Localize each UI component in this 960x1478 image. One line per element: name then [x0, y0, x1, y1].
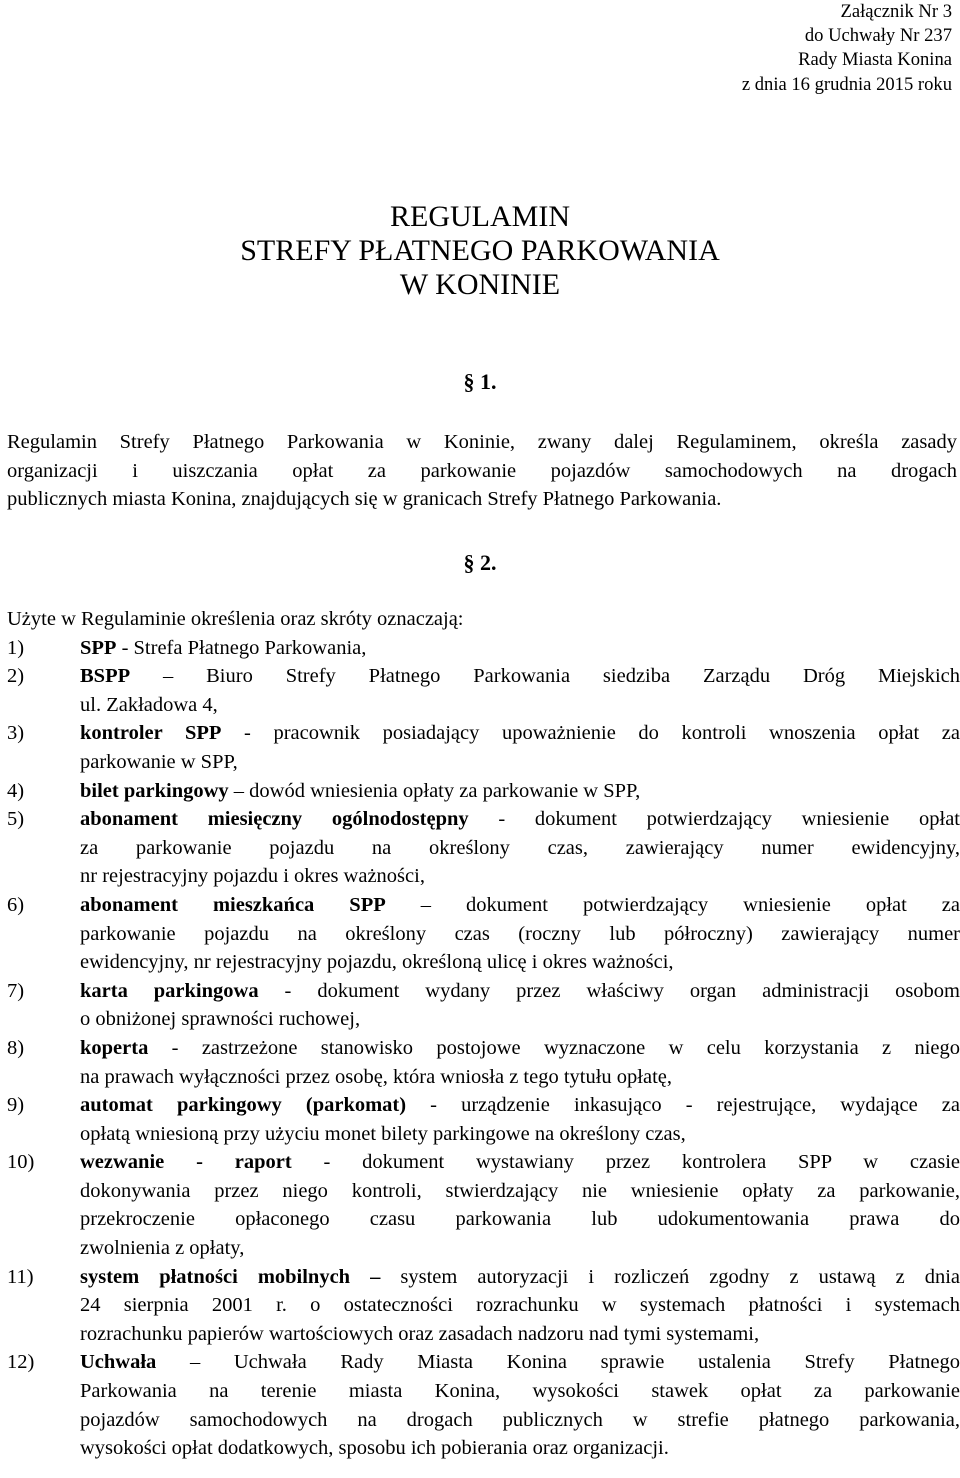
definition-item — [7, 977, 960, 1034]
definition-line: rozrachunku papierów wartościowych oraz zasadach nadzoru nad tymi systemami, — [80, 1322, 760, 1345]
definition-text: – dokument potwierdzający wniesienie opłat za — [385, 893, 960, 916]
definition-text: - Strefa Płatnego Parkowania, — [116, 636, 367, 659]
title-line-3: W KONINIE — [399, 268, 561, 301]
definition-line — [80, 891, 960, 920]
definition-line: ewidencyjny, nr rejestracyjny pojazdu, określoną ulicę i okres ważności, — [80, 951, 674, 974]
definition-line — [80, 1034, 960, 1063]
definition-item — [7, 1263, 960, 1349]
definition-line: o obniżonej sprawności ruchowej, — [80, 1008, 361, 1031]
definition-term: BSPP — [80, 665, 131, 688]
definition-number: 9) — [7, 1094, 25, 1117]
definition-body — [80, 1263, 960, 1349]
definition-line — [80, 662, 960, 691]
definition-body — [80, 1148, 960, 1262]
definition-term: wezwanie - raport — [80, 1151, 292, 1174]
section-2-heading: § 2. — [463, 550, 497, 575]
definition-line: dokonywania przez niego kontroli, stwierdzający nie wniesienie opłaty za parkowanie, — [80, 1179, 960, 1202]
definition-term: bilet parkingowy — [80, 779, 229, 802]
definition-line — [80, 719, 960, 748]
definition-number: 8) — [7, 1036, 25, 1059]
section-1-line: organizacji i uiszczania opłat za parkowanie pojazdów samochodowych na drogach — [7, 459, 957, 482]
definition-line: parkowanie w SPP, — [80, 750, 238, 773]
definition-line — [80, 634, 960, 663]
definition-number: 10) — [7, 1151, 35, 1174]
definition-line: zwolnienia z opłaty, — [80, 1237, 245, 1260]
definition-term: Uchwała — [80, 1351, 157, 1374]
definition-number: 6) — [7, 893, 25, 916]
definition-item — [7, 805, 960, 891]
definition-body — [80, 977, 960, 1034]
definition-body — [80, 805, 960, 891]
definition-line: nr rejestracyjny pojazdu i okres ważności, — [80, 865, 425, 888]
definitions-items — [7, 634, 960, 1463]
definition-item — [7, 891, 960, 977]
definition-line — [80, 1091, 960, 1120]
definition-body — [80, 1091, 960, 1148]
definition-line — [80, 1348, 960, 1377]
definition-term: abonament mieszkańca SPP — [80, 893, 386, 916]
definition-item — [7, 634, 960, 663]
definition-item — [7, 1034, 960, 1091]
document-title — [0, 200, 960, 302]
definitions-intro: Użyte w Regulaminie określenia oraz skróty oznaczają: — [7, 608, 464, 630]
definition-line: parkowanie pojazdu na określony czas (roczny lub półroczny) zawierający numer — [80, 922, 960, 945]
definition-number: 5) — [7, 808, 25, 831]
definition-text: – Biuro Strefy Płatnego Parkowania siedziba Zarządu Dróg Miejskich — [130, 665, 960, 688]
definition-body — [80, 634, 960, 663]
definition-number: 4) — [7, 779, 25, 802]
definition-item — [7, 719, 960, 776]
definition-term: abonament miesięczny ogólnodostępny — [80, 808, 469, 831]
definition-line: ul. Zakładowa 4, — [80, 693, 218, 716]
definition-line — [80, 777, 960, 806]
definition-body — [80, 719, 960, 776]
definition-term: kontroler SPP — [80, 722, 222, 745]
definition-item — [7, 1091, 960, 1148]
definition-term: SPP — [80, 636, 117, 659]
definition-number: 11) — [7, 1265, 34, 1288]
definition-text: - dokument wydany przez właściwy organ administracji osobom — [258, 979, 960, 1002]
definition-line — [80, 977, 960, 1006]
section-1-paragraph — [7, 428, 957, 514]
definition-line: opłatą wniesioną przy użyciu monet bilety parkingowe na określony czas, — [80, 1122, 686, 1145]
definition-text: - zastrzeżone stanowisko postojowe wyznaczone w celu korzystania z niego — [148, 1036, 960, 1059]
definition-line: 24 sierpnia 2001 r. o ostateczności rozrachunku w systemach płatności i systemach — [80, 1294, 960, 1317]
definition-item — [7, 777, 960, 806]
definition-item — [7, 1148, 960, 1262]
header-line-3: Rady Miasta Konina — [798, 49, 952, 71]
definition-term: koperta — [80, 1036, 149, 1059]
definition-line: na prawach wyłączności przez osobę, która wniosła z tego tytułu opłatę, — [80, 1065, 673, 1088]
header-line-2: do Uchwały Nr 237 — [804, 25, 952, 47]
section-1-line: publicznych miasta Konina, znajdujących się w granicach Strefy Płatnego Parkowania. — [7, 488, 722, 511]
definitions-list — [7, 605, 960, 1463]
definition-line: Parkowania na terenie miasta Konina, wysokości stawek opłat za parkowanie — [80, 1380, 960, 1403]
definition-text: - dokument potwierdzający wniesienie opłat — [468, 808, 960, 831]
definition-line — [80, 805, 960, 834]
definition-number: 1) — [7, 636, 25, 659]
definition-line: za parkowanie pojazdu na określony czas, zawierający numer ewidencyjny, — [80, 836, 960, 859]
definition-line — [80, 1263, 960, 1292]
definition-term: system płatności mobilnych – — [80, 1265, 381, 1288]
title-line-1: REGULAMIN — [390, 200, 570, 233]
title-line-2: STREFY PŁATNEGO PARKOWANIA — [240, 234, 720, 267]
definition-text: system autoryzacji i rozliczeń zgodny z ustawą z dnia — [380, 1265, 960, 1288]
definition-item — [7, 662, 960, 719]
definition-number: 2) — [7, 665, 25, 688]
definition-text: - dokument wystawiany przez kontrolera SPP w czasie — [291, 1151, 960, 1174]
definition-number: 7) — [7, 979, 25, 1002]
definition-body — [80, 1034, 960, 1091]
definition-line: przekroczenie opłaconego czasu parkowania lub udokumentowania prawa do — [80, 1208, 960, 1231]
definition-item — [7, 1348, 960, 1462]
definition-body — [80, 1348, 960, 1462]
definition-line — [80, 1148, 960, 1177]
definition-body — [80, 777, 960, 806]
header-line-1: Załącznik Nr 3 — [840, 1, 952, 22]
definition-number: 3) — [7, 722, 25, 745]
definition-text: - pracownik posiadający upoważnienie do kontroli wnoszenia opłat za — [221, 722, 960, 745]
definition-line: wysokości opłat dodatkowych, sposobu ich pobierania oraz organizacji. — [80, 1437, 669, 1460]
header-line-4: z dnia 16 grudnia 2015 roku — [741, 73, 952, 95]
definition-term: automat parkingowy (parkomat) — [80, 1094, 407, 1117]
definition-line: pojazdów samochodowych na drogach publicznych w strefie płatnego parkowania, — [80, 1408, 960, 1431]
definition-text: – Uchwała Rady Miasta Konina sprawie ustalenia Strefy Płatnego — [156, 1351, 960, 1374]
section-1-line: Regulamin Strefy Płatnego Parkowania w Koninie, zwany dalej Regulaminem, określa zasady — [7, 431, 957, 453]
definition-number: 12) — [7, 1351, 35, 1374]
attachment-header — [742, 0, 952, 97]
section-1-heading: § 1. — [463, 369, 497, 394]
definition-text: - urządzenie inkasująco - rejestrujące, wydające za — [406, 1094, 960, 1117]
definition-term: karta parkingowa — [80, 979, 259, 1002]
definition-body — [80, 662, 960, 719]
definition-body — [80, 891, 960, 977]
definition-text: – dowód wniesienia opłaty za parkowanie w SPP, — [228, 779, 641, 802]
